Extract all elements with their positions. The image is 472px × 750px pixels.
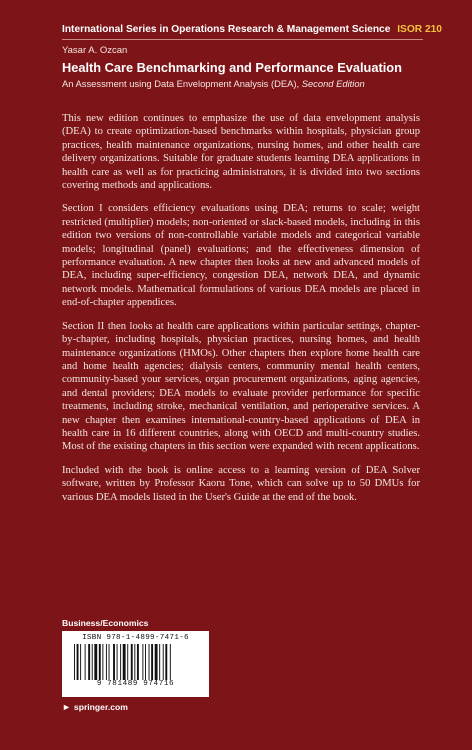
- subtitle-main: An Assessment using Data Envelopment Analysis (DEA),: [62, 78, 300, 89]
- publisher-link[interactable]: [62, 702, 128, 712]
- description-paragraph: Section I considers efficiency evaluations using DEA; returns to scale; weight restricted (multiplier) models; non-oriented or slack-based models, including in this edition two versions of non-controllable variable models and categorical variable models; longitudinal (panel) evaluations; and the effectiveness dimension of performance evaluation. A new chapter then looks at new and advanced models of DEA, including super-efficiency, congestion DEA, network DEA, and dynamic network models. Mathematical formulations of various DEA models are placed in end-of-chapter appendices.: [62, 203, 420, 309]
- description-paragraph: This new edition continues to emphasize the use of data envelopment analysis (DEA) to create optimization-based benchmarks within hospitals, physician group practices, health maintenance organizations, nursing homes, and other health care delivery organizations. Suitable for graduate students learning DEA applications in health care as well as for practicing administrators, it is divided into two sections covering methods and applications.: [62, 113, 420, 192]
- book-subtitle: [62, 78, 365, 89]
- header-divider: [62, 39, 423, 40]
- series-title: [62, 24, 442, 35]
- description-paragraph: Included with the book is online access to a learning version of DEA Solver software, written by Professor Kaoru Tone, which can solve up to 50 DMUs for various DEA models listed in the User's Guide at the end of the book.: [62, 464, 420, 503]
- author-name: Yasar A. Ozcan: [62, 45, 128, 56]
- series-name: International Series in Operations Research & Management Science: [62, 24, 391, 35]
- publisher-url: springer.com: [73, 702, 128, 712]
- barcode-digits: 9 781489 974716: [96, 680, 175, 688]
- series-code: ISOR 210: [397, 24, 442, 35]
- book-title: Health Care Benchmarking and Performance Evaluation: [62, 60, 402, 75]
- barcode-bars: [72, 644, 200, 680]
- description-paragraph: Section II then looks at health care applications within particular settings, chapter-by-chapter, including hospitals, physician practices, nursing homes, and health maintenance organizations (HMOs). Other chapters then explore home health care and home health agencies; dialysis centers, community mental health centers, community-based your services, organ procurement organizations, aging agencies, and dental providers; DEA models to evaluate provider performance for specific treatments, including stroke, mechanical ventilation, and perioperative services. A new chapter then examines international-country-based applications of DEA in health care in 16 different countries, along with OECD and multi-country studies. Most of the existing chapters in this section were expanded with recent applications.: [62, 320, 420, 453]
- subject-category: Business/Economics: [62, 618, 149, 628]
- isbn-barcode: [62, 631, 209, 697]
- arrow-icon: ►: [62, 702, 71, 712]
- description-text: [62, 112, 420, 514]
- subtitle-edition: Second Edition: [301, 78, 365, 89]
- isbn-label: ISBN 978-1-4899-7471-6: [82, 634, 189, 642]
